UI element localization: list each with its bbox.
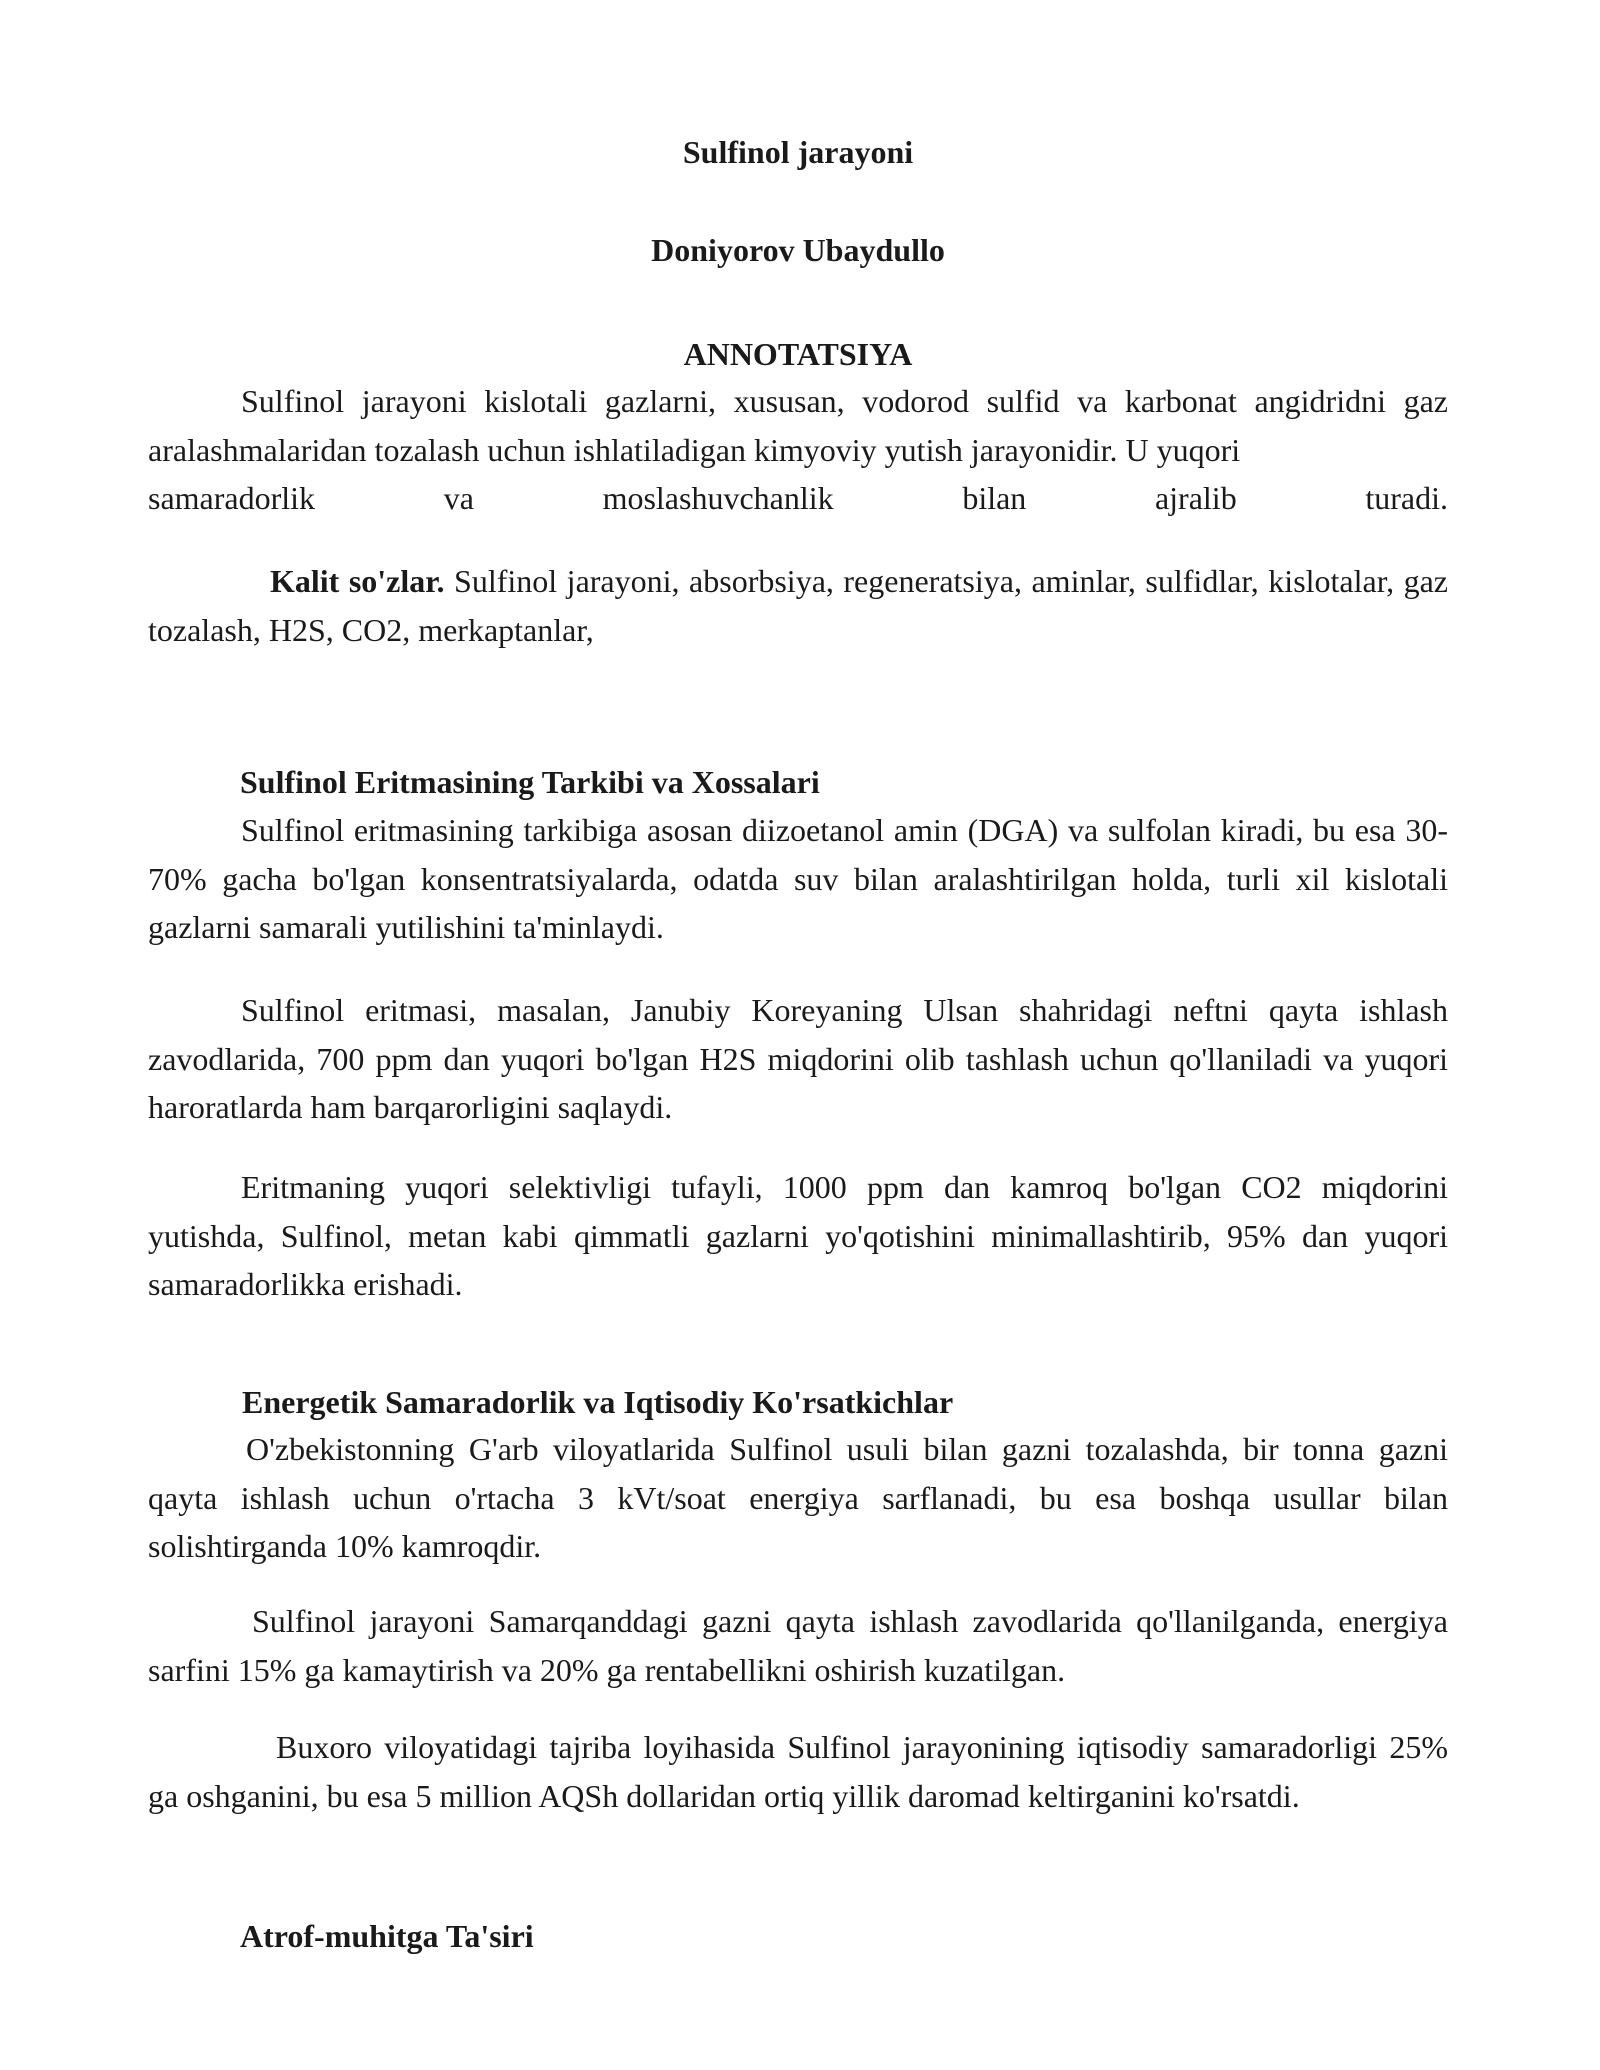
keywords-text: Sulfinol jarayoni, absorbsiya, regeneratsiya, aminlar, sulfidlar, kislotalar, gaz tozalash, H2S, CO2, merkaptanlar, bbox=[148, 563, 1449, 648]
abstract-heading: ANNOTATSIYA bbox=[683, 336, 913, 372]
paragraph-energy-3: Buxoro viloyatidagi tajriba loyihasida Sulfinol jarayonining iqtisodiy samaradorligi 25% ga oshganini, bu esa 5 million AQSh dollaridan ortiq yillik daromad keltirganini ko'rsatdi. bbox=[148, 1729, 1448, 1814]
abstract-line-1: Sulfinol jarayoni kislotali gazlarni, xususan, vodorod sulfid va karbonat angidridni gaz aralashmalaridan tozalash uchun ishlatiladigan kimyoviy yutish jarayonidir. U yuqori bbox=[148, 383, 1448, 468]
section-heading-composition: Sulfinol Eritmasining Tarkibi va Xossalari bbox=[240, 764, 820, 800]
keywords-label: Kalit so'zlar. bbox=[270, 563, 445, 599]
abstract-line-2: samaradorlik va moslashuvchanlik bilan ajralib turadi. bbox=[148, 480, 1448, 516]
section-heading-environment: Atrof-muhitga Ta'siri bbox=[240, 1918, 534, 1954]
paragraph-energy-1: O'zbekistonning G'arb viloyatlarida Sulfinol usuli bilan gazni tozalashda, bir tonna gazni qayta ishlash uchun o'rtacha 3 kVt/soat energiya sarflanadi, bu esa boshqa usullar bilan solishtirganda 10% kamroqdir. bbox=[148, 1431, 1448, 1564]
paragraph-composition-2: Sulfinol eritmasi, masalan, Janubiy Koreyaning Ulsan shahridagi neftni qayta ishlash zavodlarida, 700 ppm dan yuqori bo'lgan H2S miqdorini olib tashlash uchun qo'llaniladi va yuqori haroratlarda ham barqarorligini saqlaydi. bbox=[148, 992, 1448, 1125]
section-heading-energy: Energetik Samaradorlik va Iqtisodiy Ko'rsatkichlar bbox=[242, 1384, 954, 1420]
paragraph-composition-3: Eritmaning yuqori selektivligi tufayli, 1000 ppm dan kamroq bo'lgan CO2 miqdorini yutishda, Sulfinol, metan kabi qimmatli gazlarni yo'qotishini minimallashtirib, 95% dan yuqori samaradorlikka erishadi. bbox=[148, 1169, 1448, 1302]
paragraph-composition-1: Sulfinol eritmasining tarkibiga asosan diizoetanol amin (DGA) va sulfolan kiradi, bu esa 30-70% gacha bo'lgan konsentratsiyalarda, odatda suv bilan aralashtirilgan holda, turli xil kislotali gazlarni samarali yutilishini ta'minlaydi. bbox=[148, 812, 1448, 945]
document-title: Sulfinol jarayoni bbox=[682, 134, 914, 170]
keywords-paragraph bbox=[148, 557, 1448, 654]
author-name: Doniyorov Ubaydullo bbox=[651, 232, 945, 268]
paragraph-energy-2: Sulfinol jarayoni Samarqanddagi gazni qayta ishlash zavodlarida qo'llanilganda, energiya sarfini 15% ga kamaytirish va 20% ga rentabellikni oshirish kuzatilgan. bbox=[148, 1603, 1448, 1688]
